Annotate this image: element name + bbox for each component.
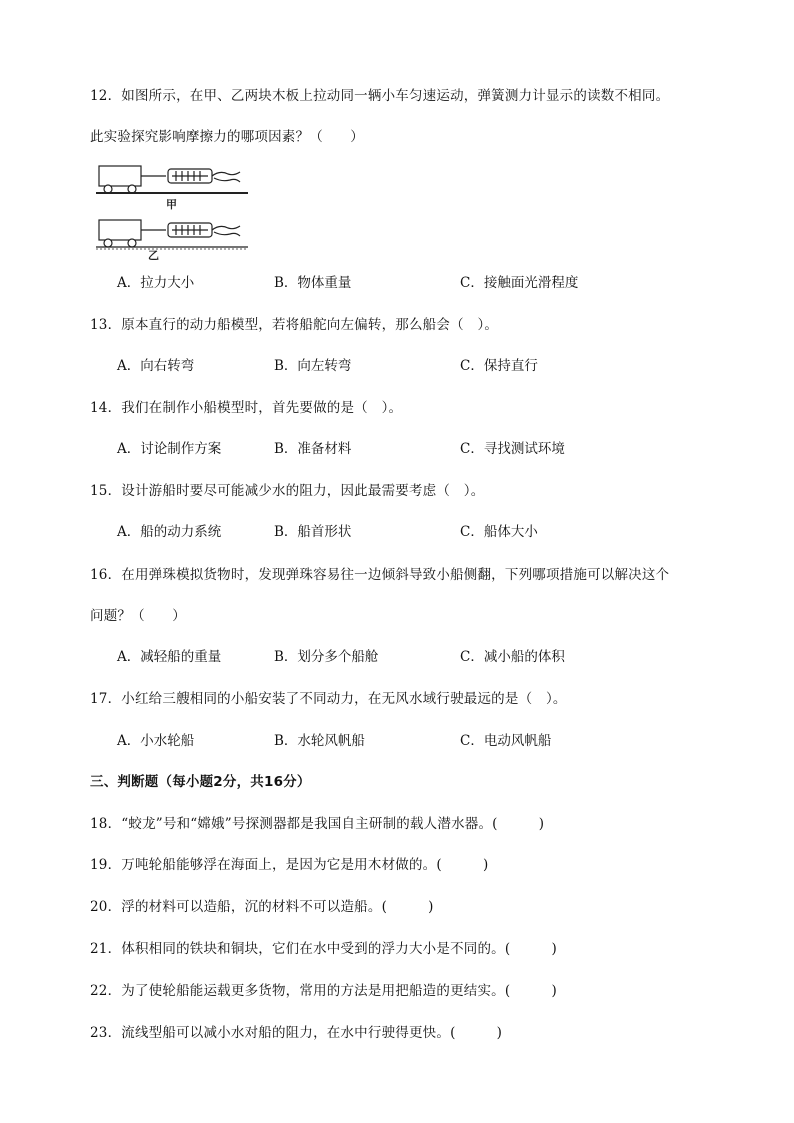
judgement-item-23: 23．流线型船可以减小水对船的阻力，在水中行驶得更快。( ) bbox=[90, 1025, 503, 1041]
friction-experiment-figure bbox=[96, 160, 256, 260]
judgement-item-19: 19．万吨轮船能够浮在海面上，是因为它是用木材做的。( ) bbox=[90, 857, 489, 873]
option-b[interactable]: B．水轮风帆船 bbox=[274, 733, 365, 749]
option-a[interactable]: A．拉力大小 bbox=[117, 275, 195, 291]
question-12-stem-continued: 此实验探究影响摩擦力的哪项因素？（ ） bbox=[90, 129, 364, 145]
label-jia: 甲 bbox=[166, 198, 177, 211]
question-16-stem: 16．在用弹珠模拟货物时，发现弹珠容易往一边倾斜导致小船侧翻，下列哪项措施可以解决这个 bbox=[90, 567, 670, 583]
cart-spring-scale-diagram bbox=[96, 160, 256, 260]
option-a[interactable]: A．船的动力系统 bbox=[117, 524, 222, 540]
option-a[interactable]: A．向右转弯 bbox=[117, 358, 195, 374]
option-b[interactable]: B．向左转弯 bbox=[274, 358, 352, 374]
question-16-stem-continued: 问题？（ ） bbox=[90, 608, 186, 624]
question-17-stem: 17．小红给三艘相同的小船安装了不同动力，在无风水域行驶最远的是（ ）。 bbox=[90, 691, 567, 707]
question-14-stem: 14．我们在制作小船模型时，首先要做的是（ ）。 bbox=[90, 400, 403, 416]
option-a[interactable]: A．讨论制作方案 bbox=[117, 441, 222, 457]
question-12-stem: 12．如图所示，在甲、乙两块木板上拉动同一辆小车匀速运动，弹簧测力计显示的读数不相同。 bbox=[90, 88, 670, 104]
label-yi: 乙 bbox=[148, 249, 159, 260]
option-c[interactable]: C．寻找测试环境 bbox=[460, 441, 565, 457]
option-b[interactable]: B．划分多个船舱 bbox=[274, 649, 379, 665]
option-a[interactable]: A．减轻船的重量 bbox=[117, 649, 222, 665]
judgement-item-22: 22．为了使轮船能运载更多货物，常用的方法是用把船造的更结实。( ) bbox=[90, 983, 557, 999]
option-c[interactable]: C．减小船的体积 bbox=[460, 649, 565, 665]
option-c[interactable]: C．接触面光滑程度 bbox=[460, 275, 579, 291]
setup-yi bbox=[96, 220, 248, 249]
option-c[interactable]: C．船体大小 bbox=[460, 524, 538, 540]
judgement-item-20: 20．浮的材料可以造船，沉的材料不可以造船。( ) bbox=[90, 899, 434, 915]
judgement-item-18: 18．“蛟龙”号和“嫦娥”号探测器都是我国自主研制的载人潜水器。( ) bbox=[90, 816, 545, 832]
question-13-stem: 13．原本直行的动力船模型，若将船舵向左偏转，那么船会（ ）。 bbox=[90, 317, 499, 333]
option-c[interactable]: C．保持直行 bbox=[460, 358, 538, 374]
setup-jia bbox=[96, 166, 248, 193]
option-a[interactable]: A．小水轮船 bbox=[117, 733, 195, 749]
question-15-stem: 15．设计游船时要尽可能减少水的阻力，因此最需要考虑（ ）。 bbox=[90, 483, 485, 499]
judgement-item-21: 21．体积相同的铁块和铜块，它们在水中受到的浮力大小是不同的。( ) bbox=[90, 941, 557, 957]
option-c[interactable]: C．电动风帆船 bbox=[460, 733, 552, 749]
option-b[interactable]: B．物体重量 bbox=[274, 275, 352, 291]
section-3-title: 三、判断题（每小题2分，共16分） bbox=[90, 774, 311, 790]
option-b[interactable]: B．船首形状 bbox=[274, 524, 352, 540]
option-b[interactable]: B．准备材料 bbox=[274, 441, 352, 457]
